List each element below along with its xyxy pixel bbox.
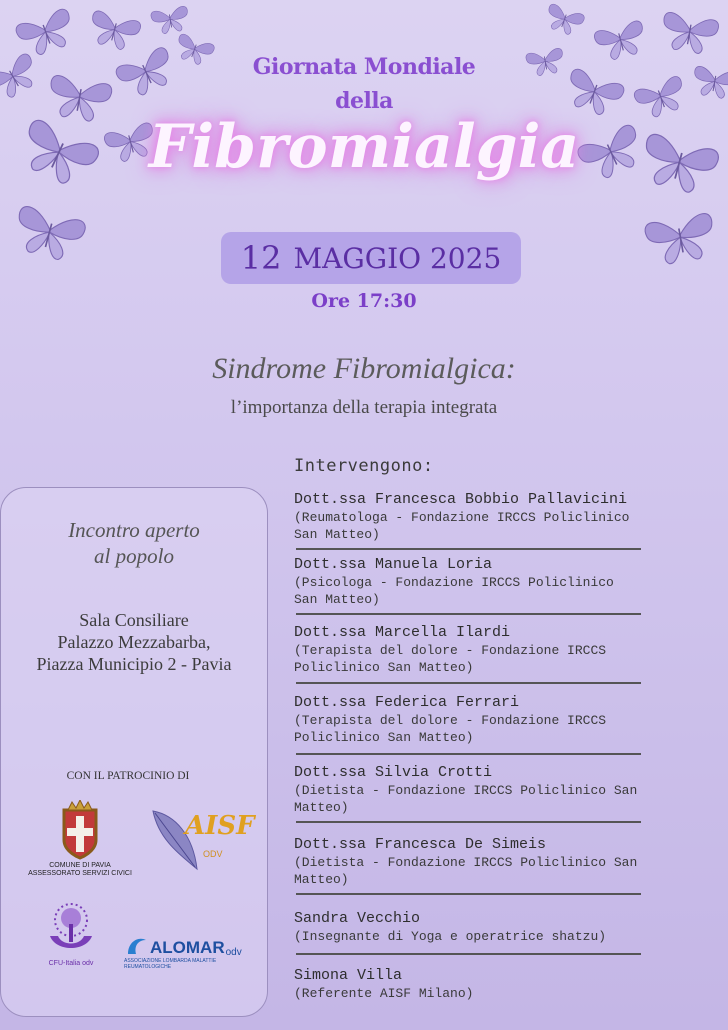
speaker-name: Dott.ssa Francesca De Simeis: [294, 836, 547, 853]
cfu-logo: [36, 900, 106, 968]
date-day: 12: [240, 239, 282, 277]
speaker-role: (Reumatologa - Fondazione IRCCS Policlinico San Matteo): [294, 510, 630, 542]
speaker-name: Sandra Vecchio: [294, 910, 421, 927]
speaker-role: (Terapista del dolore - Fondazione IRCCS Policlinico San Matteo): [294, 713, 607, 745]
butterfly-icon: [659, 11, 719, 56]
divider: [296, 953, 641, 955]
speaker-item: [294, 763, 644, 816]
venue-address: [0, 609, 268, 675]
speaker-role: (Terapista del dolore - Fondazione IRCCS Policlinico San Matteo): [294, 643, 607, 675]
speaker-name: Dott.ssa Manuela Loria: [294, 556, 493, 573]
butterfly-icon: [11, 205, 87, 265]
aisf-logo: [145, 805, 255, 880]
alomar-text: ALOMAR: [150, 938, 225, 957]
alomar-mark-icon: [124, 934, 150, 958]
speaker-role: (Psicologa - Fondazione IRCCS Policlinico San Matteo): [294, 575, 614, 607]
open-event-line-1: Incontro aperto: [68, 518, 200, 542]
speaker-item: [294, 835, 644, 888]
speaker-item: [294, 693, 644, 746]
divider: [296, 753, 641, 755]
topic-title: Sindrome Fibromialgica:: [212, 352, 516, 385]
topic-subtitle: l’importanza della terapia integrata: [230, 397, 498, 418]
date-month: MAGGIO 2025: [293, 241, 502, 275]
coat-of-arms-icon: [20, 800, 140, 862]
butterfly-icon: [543, 3, 586, 38]
tree-hands-icon: [36, 900, 106, 960]
cfu-caption: CFU-Italia odv: [48, 960, 94, 967]
speaker-name: Dott.ssa Marcella Ilardi: [294, 624, 511, 641]
aisf-odv: ODV: [203, 849, 223, 859]
aisf-text: AISF: [185, 811, 255, 841]
speaker-name: Simona Villa: [294, 967, 403, 984]
speaker-item: [294, 909, 644, 945]
speaker-role: (Dietista - Fondazione IRCCS Policlinico San Matteo): [294, 783, 638, 815]
speaker-item: [294, 555, 644, 608]
pavia-caption-1: COMUNE DI PAVIA: [49, 862, 111, 869]
butterfly-icon: [86, 10, 142, 53]
venue-line-2: Palazzo Mezzabarba,: [57, 632, 211, 652]
speaker-item: [294, 966, 644, 1002]
pavia-caption-2: ASSESSORATO SERVIZI CIVICI: [28, 870, 132, 877]
speaker-role: (Dietista - Fondazione IRCCS Policlinico San Matteo): [294, 855, 638, 887]
alomar-caption: ASSOCIAZIONE LOMBARDA MALATTIE REUMATOLOGICHE: [124, 958, 217, 970]
divider: [296, 548, 641, 550]
speaker-name: Dott.ssa Francesca Bobbio Pallavicini: [294, 491, 628, 508]
venue-line-1: Sala Consiliare: [79, 610, 189, 630]
pavia-logo: [20, 800, 140, 878]
speaker-role: (Insegnante di Yoga e operatrice shatzu): [294, 929, 607, 944]
date-badge: [221, 232, 521, 284]
butterfly-icon: [14, 7, 78, 59]
alomar-odv: odv: [225, 947, 242, 958]
event-time: Ore 17:30: [311, 290, 417, 312]
divider: [296, 613, 641, 615]
open-event-line-2: al popolo: [94, 544, 174, 568]
butterfly-icon: [644, 212, 718, 267]
divider: [296, 821, 641, 823]
divider: [296, 893, 641, 895]
speaker-role: (Referente AISF Milano): [294, 986, 474, 1001]
speaker-item: [294, 623, 644, 676]
divider: [296, 682, 641, 684]
speaker-name: Dott.ssa Federica Ferrari: [294, 694, 520, 711]
speaker-name: Dott.ssa Silvia Crotti: [294, 764, 493, 781]
butterfly-icon: [150, 6, 190, 36]
venue-line-3: Piazza Municipio 2 - Pavia: [36, 654, 232, 674]
alomar-logo: [124, 934, 254, 970]
speakers-heading: Intervengono:: [294, 456, 434, 476]
patronage-label: CON IL PATROCINIO DI: [66, 770, 190, 782]
speaker-item: [294, 490, 644, 543]
event-title: Fibromialgia: [148, 112, 580, 182]
header-line-2: della: [335, 88, 393, 114]
open-event-note: [0, 517, 268, 569]
header-line-1: Giornata Mondiale: [252, 54, 476, 80]
